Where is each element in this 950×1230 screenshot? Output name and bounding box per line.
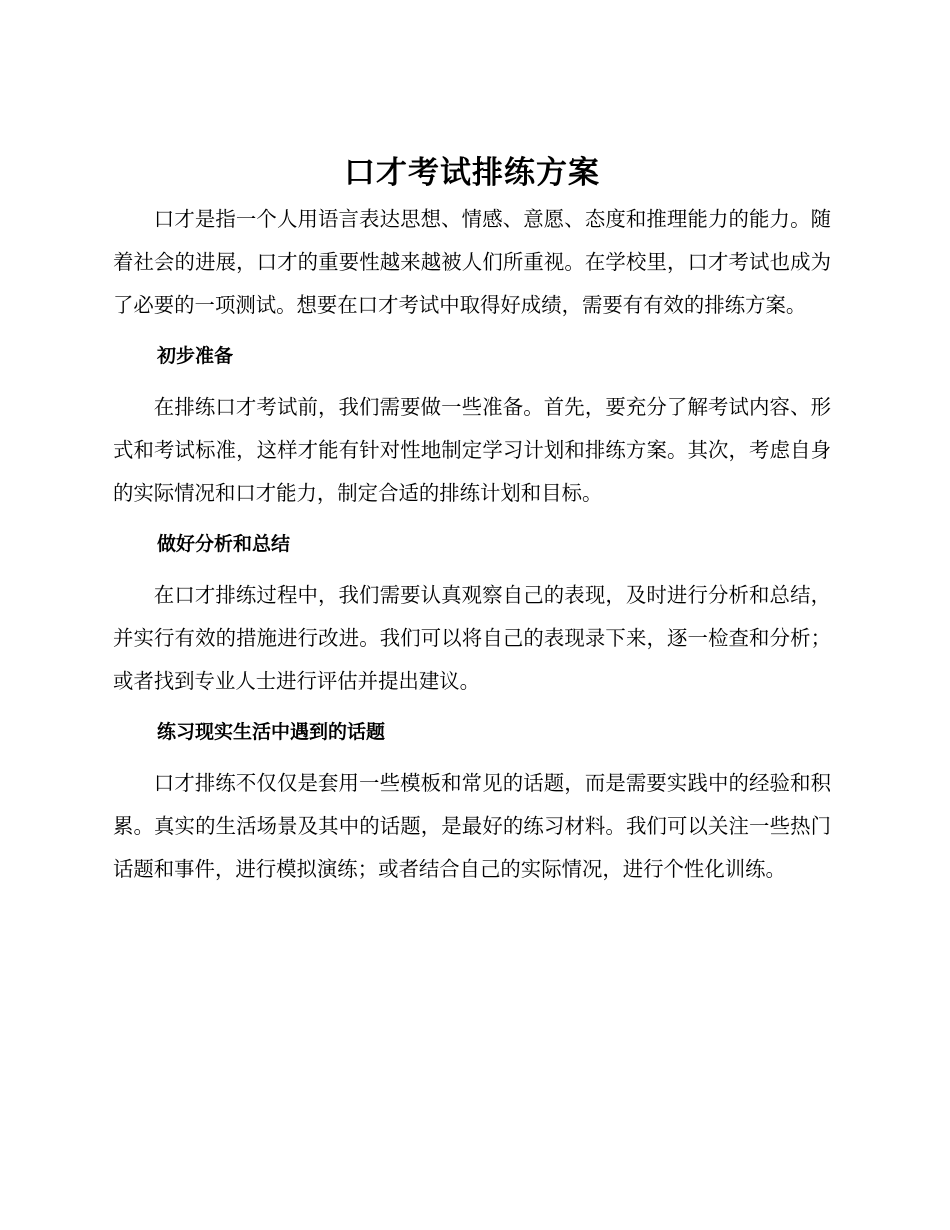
section-heading: 做好分析和总结 [157, 533, 291, 555]
section-paragraph: 在排练口才考试前，我们需要做一些准备。首先，要充分了解考试内容、形式和考试标准，这样才能有针对性地制定学习计划和排练方案。其次，考虑自身的实际情况和口才能力，制定合适的排练计划和目标。 [113, 395, 831, 505]
section-heading: 初步准备 [157, 345, 234, 367]
document-title: 口才考试排练方案 [344, 155, 600, 191]
section-heading: 练习现实生活中遇到的话题 [157, 721, 386, 743]
section-paragraph: 口才排练不仅仅是套用一些模板和常见的话题，而是需要实践中的经验和积累。真实的生活场景及其中的话题，是最好的练习材料。我们可以关注一些热门话题和事件，进行模拟演练；或者结合自己的实际情况，进行个性化训练。 [113, 771, 831, 881]
intro-paragraph: 口才是指一个人用语言表达思想、情感、意愿、态度和推理能力的能力。随着社会的进展，口才的重要性越来越被人们所重视。在学校里，口才考试也成为了必要的一项测试。想要在口才考试中取得好成绩，需要有有效的排练方案。 [113, 207, 831, 317]
section-analysis [113, 523, 831, 703]
section-preparation [113, 335, 831, 515]
section-real-life-topics [113, 711, 831, 891]
section-paragraph: 在口才排练过程中，我们需要认真观察自己的表现，及时进行分析和总结，并实行有效的措施进行改进。我们可以将自己的表现录下来，逐一检查和分析；或者找到专业人士进行评估并提出建议。 [113, 583, 831, 693]
document-page [113, 150, 831, 891]
